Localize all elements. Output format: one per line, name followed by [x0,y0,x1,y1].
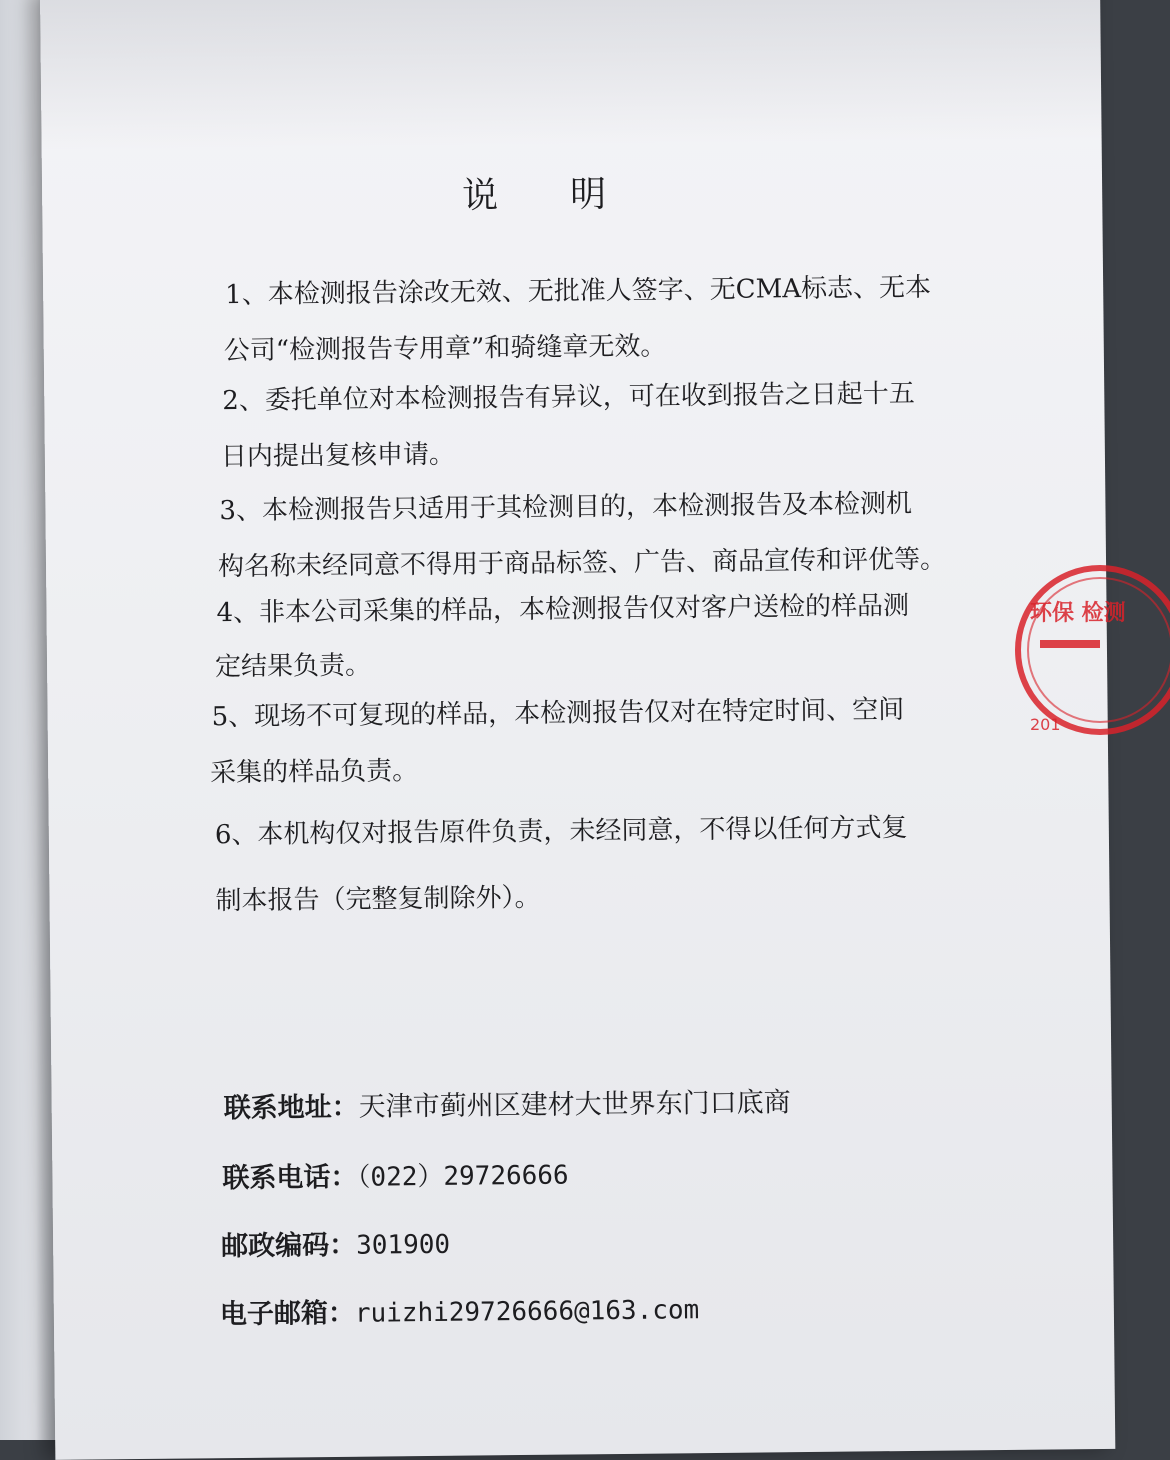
clause-3-line-2: 构名称未经同意不得用于商品标签、广告、商品宣传和评优等。 [217,544,947,583]
document-page [40,0,1115,1460]
contact-postcode-label: 邮政编码： [221,1229,357,1263]
seal-bar [1040,640,1100,648]
contact-postcode-value: 301900 [356,1229,451,1261]
clause-1-line-1: 1、本检测报告涂改无效、无批准人签字、无CMA标志、无本 [225,272,932,311]
contact-phone-label: 联系电话： [222,1161,358,1195]
title-char-2: 明 [569,174,609,216]
clause-6-line-2: 制本报告（完整复制除外）。 [215,882,541,917]
contact-phone-value: （022）29726666 [357,1160,569,1193]
clause-2-line-1: 2、委托单位对本检测报告有异议，可在收到报告之日起十五 [222,378,915,417]
clause-6-line-1: 6、本机构仅对报告原件负责，未经同意，不得以任何方式复 [214,812,908,851]
seal-text: 环保 检测 [1030,601,1126,626]
seal-inner-ring [1028,578,1170,722]
clause-5-line-2: 采集的样品负责。 [210,756,419,789]
clause-2-line-2: 日内提出复核申请。 [220,439,456,473]
clause-5-line-1: 5、现场不可复现的样品，本检测报告仅对在特定时间、空间 [211,694,905,733]
contact-address [223,1080,790,1125]
clause-4-line-1: 4、非本公司采集的样品，本检测报告仅对客户送检的样品测 [216,590,910,629]
red-seal-stamp [990,560,1170,740]
contact-postcode [221,1222,450,1263]
seal-ring [1018,568,1170,732]
contact-phone [222,1153,569,1196]
contact-address-label: 联系地址： [223,1091,359,1125]
seal-year: 201 [1030,715,1061,734]
clause-4-line-2: 定结果负责。 [214,650,372,683]
contact-email-label: 电子邮箱： [219,1297,356,1331]
clause-3-line-1: 3、本检测报告只适用于其检测目的，本检测报告及本检测机 [219,488,913,527]
document-title [462,166,609,219]
contact-email-value: ruizhi29726666@163.com [354,1295,700,1329]
title-char-1: 说 [461,175,501,217]
clause-1-line-2: 公司“检测报告专用章”和骑缝章无效。 [223,331,667,367]
page-shadow [40,0,1102,150]
contact-email [220,1287,700,1331]
contact-address-value: 天津市蓟州区建材大世界东门口底商 [358,1087,791,1123]
